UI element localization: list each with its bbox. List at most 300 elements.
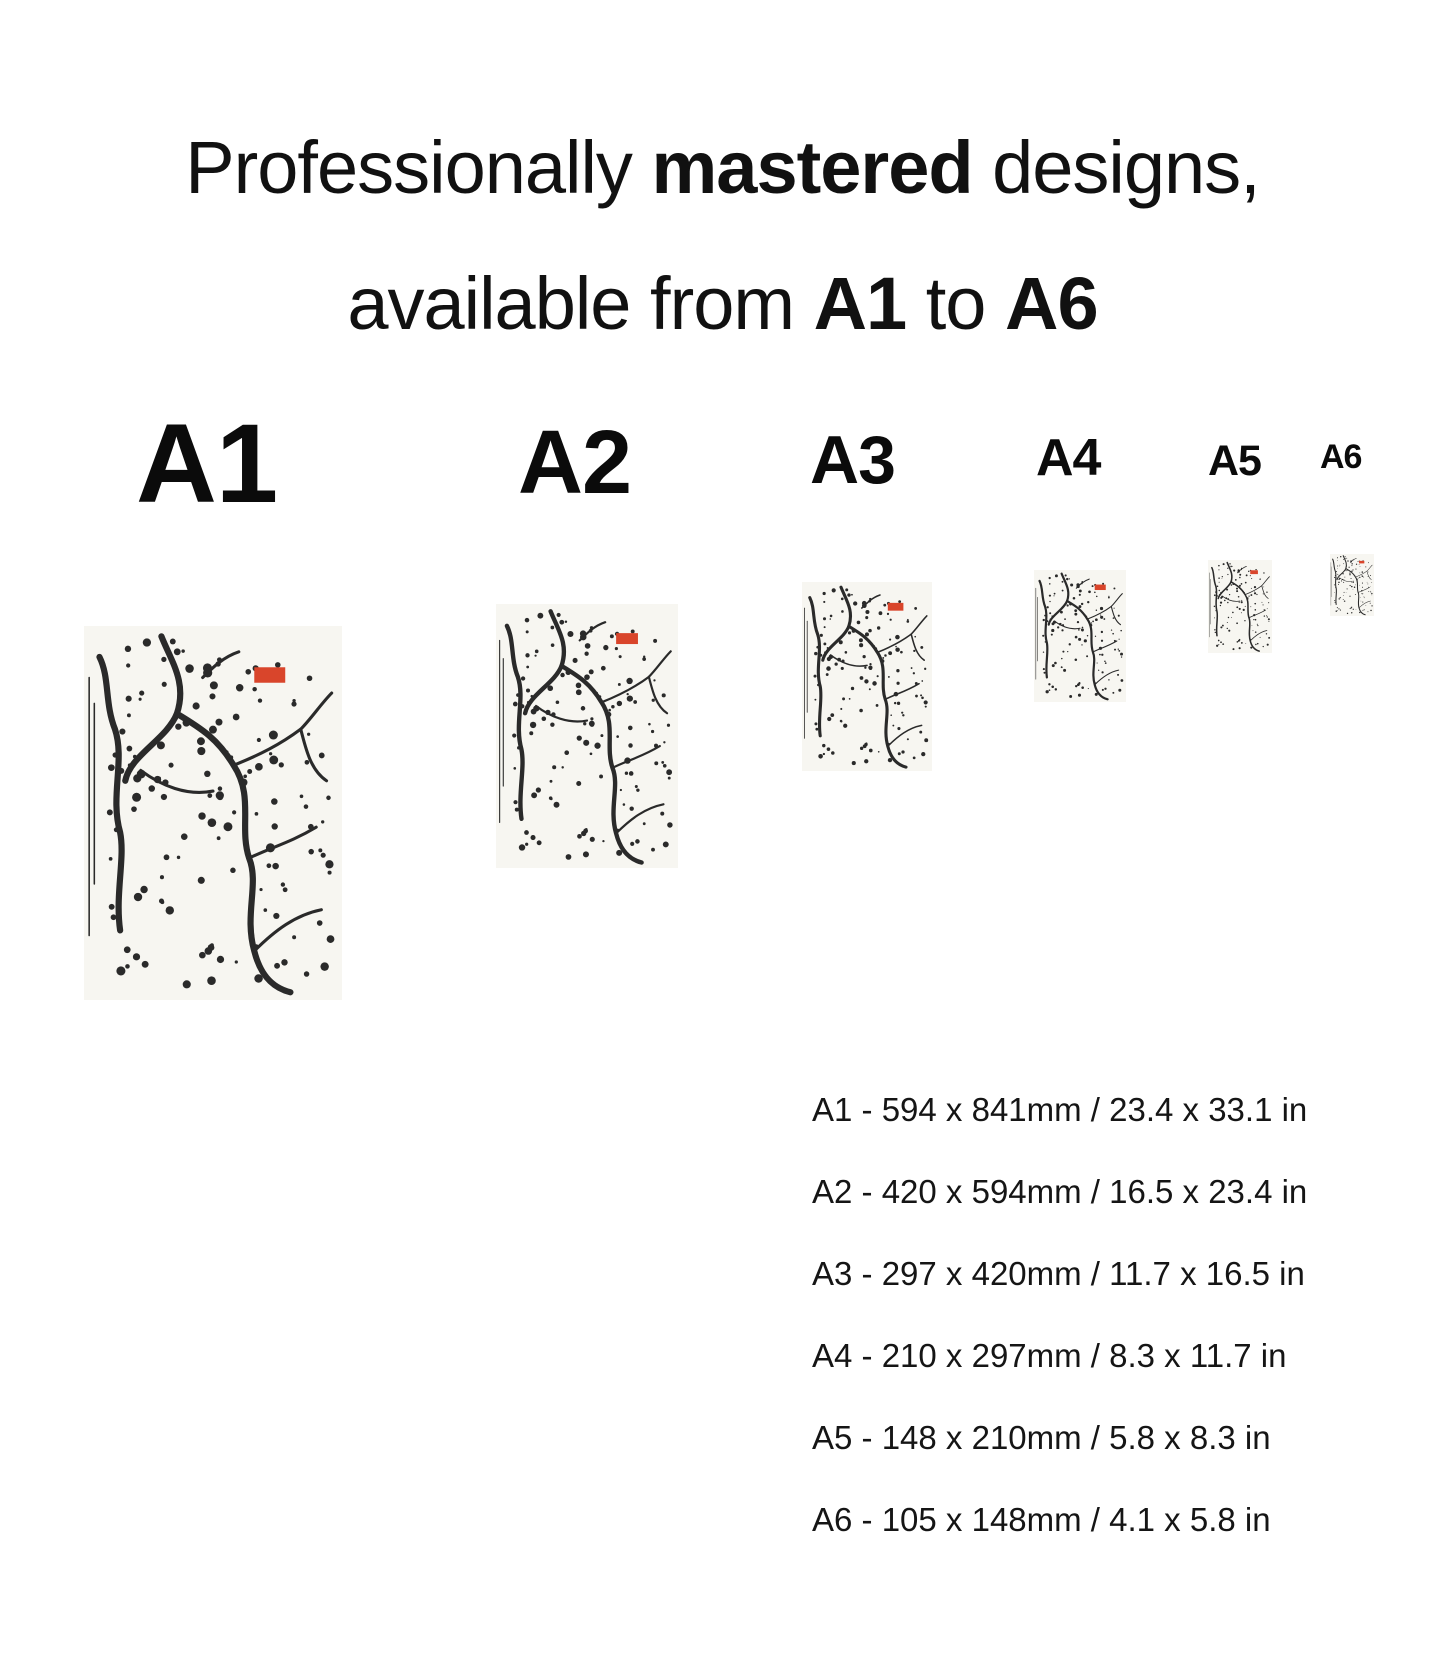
blossom-dot [252,687,256,691]
blossom-dot [860,676,864,680]
blossom-dot [1119,639,1120,640]
branch-stroke [1212,568,1217,636]
blossom-dot [217,956,224,963]
blossom-dot [1362,610,1363,611]
blossom-dot [1101,631,1103,633]
blossom-dot [1114,649,1116,651]
blossom-dot [1263,593,1264,594]
blossom-dot [1098,670,1099,671]
blossom-dot [1252,625,1253,626]
blossom-dot [215,719,222,726]
blossom-dot [642,657,646,661]
blossom-dot [1049,595,1051,597]
blossom-dot [1086,655,1088,657]
blossom-dot [1232,612,1234,614]
blossom-dot [654,744,658,748]
blossom-dot [876,704,879,707]
blossom-dot [1046,620,1048,622]
blossom-dot [830,713,834,717]
blossom-dot [1092,585,1094,587]
blossom-dot [872,681,877,686]
blossom-dot [1335,602,1336,603]
blossom-dot [223,822,232,831]
blossom-dot [1351,571,1352,572]
blossom-dot [625,772,628,775]
blossom-dot [1226,597,1227,598]
blossom-dot [1070,584,1073,587]
blossom-dot [1233,570,1235,572]
blossom-dot [560,673,564,677]
blossom-dot [889,639,891,641]
blossom-dot [1100,614,1101,615]
blossom-dot [217,794,223,800]
blossom-dot [1254,603,1256,605]
headline-emphasis: A6 [1005,262,1098,345]
print-image-a4 [1034,570,1126,702]
blossom-dot [887,613,889,615]
blossom-dot [1343,563,1344,564]
blossom-dot [193,702,200,709]
blossom-dot [668,777,671,780]
blossom-dot [1370,610,1371,611]
blossom-dot [1088,688,1089,689]
blossom-dot [901,750,904,753]
blossom-dot [561,766,563,768]
blossom-dot [1224,600,1226,602]
blossom-dot [814,652,817,655]
blossom-dot [1230,566,1232,568]
blossom-dot [925,706,927,708]
blossom-dot [865,610,869,614]
blossom-dot [169,763,174,768]
blossom-dot [551,712,555,716]
blossom-dot [1349,596,1350,597]
blossom-dot [1337,557,1338,558]
blossom-dot [590,752,593,755]
blossom-dot [1239,574,1241,576]
blossom-dot [159,899,164,904]
blossom-dot [183,719,191,727]
blossom-dot [305,760,310,765]
blossom-dot [865,632,869,636]
blossom-dot [1042,635,1044,637]
blossom-dot [832,588,836,592]
blossom-dot [1339,566,1340,567]
blossom-dot [1078,694,1081,697]
blossom-dot [1253,630,1254,631]
blossom-dot [318,848,322,852]
blossom-dot [1214,594,1216,596]
blossom-dot [535,650,539,654]
blossom-dot [1341,580,1342,581]
blossom-dot [907,620,910,623]
blossom-dot [1220,626,1222,628]
blossom-dot [564,750,569,755]
blossom-dot [131,806,137,812]
blossom-dot [814,699,816,701]
branch-stroke [1049,574,1069,625]
blossom-dot [1043,668,1045,670]
blossom-dot [542,716,547,721]
blossom-dot [281,882,285,886]
blossom-dot [1352,607,1353,608]
branch-stroke [849,626,906,767]
blossom-dot [829,655,833,659]
blossom-dot [651,848,655,852]
blossom-dot [1337,577,1338,578]
blossom-dot [1362,571,1364,572]
blossom-dot [185,664,194,673]
blossom-dot [1051,629,1054,632]
blossom-dot [1218,569,1219,570]
blossom-dot [1227,574,1228,575]
blossom-dot [897,727,900,730]
blossom-dot [896,669,899,672]
blossom-dot [924,738,928,742]
blossom-dot [1364,597,1365,598]
blossom-dot [648,723,651,726]
blossom-dot [1087,635,1088,636]
blossom-dot [1061,658,1062,659]
blossom-dot [1335,587,1336,588]
blossom-dot [513,767,516,770]
blossom-dot [1222,643,1224,645]
blossom-dot [1370,592,1371,593]
print-image-a6 [1330,554,1374,616]
blossom-dot [883,604,886,607]
blossom-dot [566,854,572,860]
blossom-dot [915,682,918,685]
blossom-dot [243,774,247,778]
blossom-dot [203,663,212,672]
blossom-dot [269,756,278,765]
blossom-dot [1346,592,1347,593]
blossom-dot [888,743,890,745]
branch-stroke [823,587,851,660]
blossom-dot [1087,601,1089,603]
blossom-dot [162,779,168,785]
blossom-dot [602,840,604,842]
blossom-dot [895,635,900,640]
blossom-dot [1264,609,1265,610]
blossom-dot [550,626,554,630]
blossom-dot [271,798,278,805]
seal-stamp [1359,561,1364,564]
blossom-dot [1111,629,1112,630]
branch-stroke [1231,582,1259,651]
blossom-dot [567,631,573,637]
blossom-dot [1223,563,1225,565]
blossom-dot [1049,577,1051,579]
blossom-dot [1050,618,1051,619]
blossom-dot [1358,578,1359,579]
blossom-dot [1241,602,1243,604]
blossom-dot [1347,558,1348,559]
blossom-dot [1065,574,1067,576]
blossom-dot [1079,594,1081,596]
blossom-dot [1361,601,1362,602]
blossom-dot [1227,598,1229,600]
blossom-dot [272,863,279,870]
branch-stroke [1245,577,1269,595]
blossom-dot [1335,575,1336,576]
print-image-a2 [496,604,678,868]
blossom-dot [1368,562,1369,563]
blossom-dot [1354,575,1355,576]
blossom-dot [1334,584,1335,585]
blossom-dot [913,672,915,674]
blossom-dot [1368,591,1369,592]
blossom-dot [1367,584,1368,585]
blossom-dot [266,843,275,852]
blossom-dot [174,648,181,655]
blossom-dot [325,860,333,868]
blossom-dot [919,731,922,734]
blossom-dot [894,702,896,704]
blossom-dot [660,812,664,816]
blossom-dot [901,712,903,714]
blossom-dot [1069,643,1071,645]
blossom-dot [170,639,176,645]
blossom-dot [1355,594,1356,595]
blossom-dot [1337,607,1338,608]
blossom-dot [1082,627,1084,629]
spec-a6: A6 - 105 x 148mm / 4.1 x 5.8 in [812,1501,1271,1538]
blossom-dot [666,769,672,775]
blossom-dot [581,831,586,836]
blossom-dot [536,787,541,792]
blossom-dot [1075,659,1078,662]
blossom-dot [1081,603,1083,605]
blossom-dot [662,693,666,697]
blossom-dot [139,698,142,701]
branch-stroke [177,714,291,993]
blossom-dot [1073,597,1076,600]
blossom-dot [842,697,845,700]
blossom-dot [1336,610,1338,612]
blossom-dot [1255,609,1257,611]
blossom-dot [1102,583,1104,585]
blossom-dot [826,673,829,676]
blossom-dot [198,877,205,884]
blossom-dot [1227,568,1228,569]
blossom-dot [1362,583,1363,584]
blossom-dot [317,920,323,926]
blossom-dot [244,829,247,832]
blossom-dot [576,781,581,786]
blossom-dot [1355,575,1356,576]
blossom-dot [1254,592,1256,594]
blossom-dot [109,904,115,910]
branch-stroke [1250,631,1267,641]
blossom-dot [320,962,328,970]
seal-stamp [616,633,638,644]
blossom-dot [1049,689,1051,691]
blossom-dot [896,682,899,685]
blossom-dot [853,601,857,605]
blossom-dot [585,828,588,831]
blossom-dot [1263,587,1264,588]
blossom-dot [1218,577,1220,579]
blossom-dot [814,722,817,725]
blossom-dot [898,752,901,755]
blossom-dot [273,913,279,919]
blossom-dot [875,647,877,649]
blossom-dot [629,771,634,776]
blossom-dot [865,616,868,619]
blossom-dot [197,747,205,755]
blossom-dot [207,976,216,985]
blossom-dot [1069,578,1070,579]
blossom-dot [1365,605,1366,606]
blossom-dot [245,669,251,675]
blossom-dot [1075,685,1077,687]
blossom-dot [215,661,220,666]
blossom-dot [601,666,606,671]
seal-stamp [1095,585,1106,590]
headline-text: designs, [972,126,1260,209]
blossom-dot [208,818,217,827]
blossom-dot [291,701,296,706]
blossom-dot [1061,666,1063,668]
blossom-dot [534,655,536,657]
blossom-dot [847,593,850,596]
blossom-dot [827,647,829,649]
blossom-dot [627,693,629,695]
blossom-dot [1235,579,1237,581]
branch-stroke [1067,601,1107,699]
blossom-dot [1344,577,1345,578]
blossom-dot [628,743,632,747]
blossom-dot [210,943,214,947]
blossom-dot [1255,644,1256,645]
blossom-dot [845,588,848,591]
blossom-dot [1337,568,1338,569]
blossom-dot [232,810,236,814]
blossom-dot [235,960,238,963]
blossom-dot [1112,692,1114,694]
blossom-dot [1060,611,1063,614]
blossom-dot [512,733,516,737]
blossom-dot [1336,578,1337,579]
blossom-dot [619,655,622,658]
blossom-dot [1088,590,1091,593]
blossom-dot [859,709,863,713]
blossom-dot [1370,603,1371,604]
blossom-dot [1227,602,1229,604]
blossom-dot [839,658,841,660]
blossom-dot [565,621,567,623]
blossom-dot [851,687,854,690]
blossom-dot [1069,603,1072,606]
blossom-dot [1081,644,1082,645]
blossom-dot [635,785,638,788]
blossom-dot [878,751,880,753]
branch-stroke [616,804,663,833]
blossom-dot [1246,574,1248,576]
blossom-dot [1254,591,1255,592]
blossom-dot [859,638,863,642]
blossom-dot [1075,636,1078,639]
blossom-dot [1346,570,1347,571]
branch-stroke [1346,569,1365,615]
blossom-dot [894,692,899,697]
blossom-dot [1255,619,1257,621]
blossom-dot [835,662,838,665]
blossom-dot [1350,578,1351,579]
blossom-dot [1266,633,1267,634]
blossom-dot [217,836,221,840]
blossom-dot [1351,607,1352,608]
blossom-dot [1353,589,1354,590]
blossom-dot [1359,607,1360,608]
blossom-dot [1219,594,1220,595]
blossom-dot [822,744,825,747]
blossom-dot [1244,620,1245,621]
blossom-dot [1120,630,1122,632]
blossom-dot [1262,604,1263,605]
blossom-dot [1097,662,1098,663]
blossom-dot [1338,584,1339,585]
blossom-dot [898,600,901,603]
blossom-dot [915,695,918,698]
blossom-dot [304,971,309,976]
blossom-dot [175,723,181,729]
blossom-dot [1117,674,1119,676]
blossom-dot [1219,590,1220,591]
blossom-dot [1243,609,1245,611]
blossom-dot [616,850,622,856]
blossom-dot [1253,619,1254,620]
blossom-dot [1340,556,1341,557]
blossom-dot [1226,589,1228,591]
blossom-dot [823,617,826,620]
blossom-dot [1355,585,1356,586]
blossom-dot [626,678,632,684]
blossom-dot [128,763,132,767]
blossom-dot [1244,592,1245,593]
blossom-dot [663,841,669,847]
blossom-dot [1095,682,1097,684]
blossom-dot [254,944,259,949]
blossom-dot [1349,567,1350,568]
blossom-dot [628,726,633,731]
blossom-dot [198,812,205,819]
blossom-dot [616,829,619,832]
blossom-dot [852,629,856,633]
blossom-dot [1267,608,1268,609]
branch-stroke [888,725,922,746]
blossom-dot [1118,689,1121,692]
spec-a1: A1 - 594 x 841mm / 23.4 x 33.1 in [812,1091,1308,1128]
blossom-dot [1248,571,1249,572]
blossom-dot [661,761,664,764]
blossom-dot [255,763,263,771]
blossom-dot [519,844,525,850]
blossom-dot [1052,664,1055,667]
blossom-dot [527,701,530,704]
blossom-dot [516,693,520,697]
blossom-dot [1337,574,1338,575]
blossom-dot [1092,620,1094,622]
blossom-dot [537,613,543,619]
blossom-dot [1118,650,1120,652]
blossom-dot [1359,612,1360,613]
spec-a2: A2 - 420 x 594mm / 16.5 x 23.4 in [812,1173,1308,1210]
blossom-dot [1095,693,1098,696]
blossom-dot [1076,583,1079,586]
blossom-dot [652,699,655,702]
